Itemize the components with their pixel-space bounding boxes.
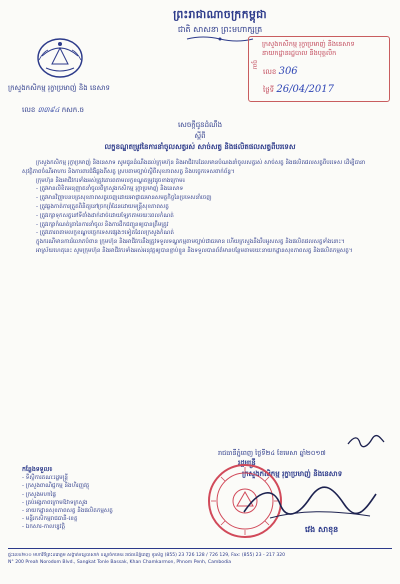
body-paragraph: ក្នុងករណីមានការរំលោភបំពាន ក្រុមហ៊ុន និងអាជីវករនឹងត្រូវទទួលទណ្ឌកម្មតាមច្បាប់ជាធរមាន ហើយក្រសួងនឹងរឹបអូសសត្វ និងផលិតផលសត្វទាំងនោះ។	[36, 239, 345, 246]
national-motto: ជាតិ សាសនា ព្រះមហាក្សត្រ	[177, 25, 263, 34]
notice-title: សេចក្ដីជូនដំណឹង	[177, 121, 223, 129]
notice-subject: លក្ខខណ្ឌតម្រូវនៃការនាំចូលសត្វរស់ សាច់សត្វ និងផលិតផលសត្វពីបរទេស	[104, 143, 296, 151]
body-bullet: - ត្រូវឆ្លងកាត់ការត្រួតពិនិត្យនៅច្រកព្រំដែនដោយមន្ត្រីសុខភាពសត្វ	[36, 203, 169, 210]
initials-mark	[346, 434, 386, 448]
body-bullet: - ត្រូវរក្សាកំណត់ត្រានៃការនាំចូល និងការដឹកជញ្ជូនឲ្យបានត្រឹមត្រូវ	[36, 221, 169, 228]
recipient-item: - គ្រប់អង្គភាពក្រោមឱវាទក្រសួង	[22, 499, 88, 506]
reference-suffix: កសក.ច	[61, 106, 84, 114]
recipient-item: - ក្រសួងពាណិជ្ជកម្ម និងហិរញ្ញវត្ថុ	[22, 483, 90, 490]
body-bullet: - ត្រូវមានលិខិតអនុញ្ញាតនាំចូលពីក្រសួងកសិកម្ម រុក្ខាប្រមាញ់ និងនេសាទ	[36, 186, 184, 193]
stamp-number-value: 306	[278, 66, 298, 77]
stamp-ministry: ក្រសួងកសិកម្ម រុក្ខាប្រមាញ់ និងនេសាទ	[262, 40, 355, 48]
signatory-ministry: ក្រសួងកសិកម្ម រុក្ខាប្រមាញ់ និងនេសាទ	[242, 470, 343, 478]
notice-body	[22, 159, 382, 256]
body-bullet: - ត្រូវគោរពតាមលក្ខខណ្ឌបច្ចេកទេសផ្សេងៗទៀតដែលក្រសួងកំណត់	[36, 230, 174, 237]
recipients-label: កន្លែងទទួល៖	[22, 466, 53, 473]
body-paragraph: អាស្រ័យហេតុនេះ សូមក្រុមហ៊ុន និងអាជីវករទាំងអស់អនុវត្តឲ្យបានខ្ជាប់ខ្ជួន និងទទួលបានព័ត៌មានបន្ថែមតាមរយៈនាយកដ្ឋានសុខភាពសត្វ និងផលិតកម្មសត្វ។	[36, 247, 353, 254]
notice-regarding: ស្ដីពី	[194, 132, 206, 140]
recipient-item: - នាយកដ្ឋានសុខភាពសត្វ និងផលិតកម្មសត្វ	[22, 508, 113, 515]
stamp-number-label: លេខ	[263, 68, 277, 76]
ornament-divider	[185, 35, 255, 43]
stamp-side-label: ចូល	[251, 60, 258, 70]
body-bullet: - ត្រូវមានវិញ្ញាបនបត្រសុខភាពសត្វចេញដោយអាជ្ញាធរមានសមត្ថកិច្ចនៃប្រទេសនាំចេញ	[36, 195, 212, 202]
signatory-name: វេង សាខុន	[305, 525, 339, 534]
ministry-name: ក្រសួងកសិកម្ម រុក្ខាប្រមាញ់ និង នេសាទ	[8, 84, 110, 92]
signatory-title: រដ្ឋមន្ត្រី	[238, 459, 256, 467]
stamp-department: នាយកដ្ឋានរដ្ឋបាល និងបុគ្គលិក	[262, 49, 337, 57]
recipients-list	[22, 466, 202, 532]
body-paragraph: ក្រុមហ៊ុន និងអាជីវករទាំងអស់ត្រូវគោរពតាមលក្ខខណ្ឌតម្រូវដូចខាងក្រោម៖	[36, 177, 186, 184]
footer-address-english: N° 200 Preah Norodom Blvd., Sangkat Tonle Bassak, Khan Chamkarmon, Phnom Penh, Cambodia	[8, 560, 232, 565]
footer-address	[8, 552, 392, 566]
kingdom-title: ព្រះរាជាណាចក្រកម្ពុជា	[173, 8, 267, 21]
recipient-item: - ឯកសារ-កាលប្បវត្តិ	[22, 524, 65, 531]
signature-date: រាជធានីភ្នំពេញ ថ្ងៃទី២៤ ខែមេសា ឆ្នាំ២០១៧	[218, 449, 326, 457]
reference-number	[22, 106, 84, 116]
body-paragraph: ក្រសួងកសិកម្ម រុក្ខាប្រមាញ់ និងនេសាទ សូមជូនដំណឹងដល់ក្រុមហ៊ុន និងអាជីវករដែលមានបំណងនាំចូលសត្វរស់ សាច់សត្វ និងផលិតផលសត្វពីបរទេស ដើម្បីធានាសុវត្ថិភាពចំណីអាហារ និងការពារជំងឺឆ្លងពីសត្វ ស្របតាមច្បាប់ស្ដីពីសុខភាពសត្វ និងបច្ចេកទេសពាក់ព័ន្ធ។	[22, 160, 366, 175]
recipient-item: - ទីស្ដីការគណៈរដ្ឋមន្ត្រី	[22, 475, 68, 482]
stamp-date-line	[263, 84, 334, 96]
reference-label: លេខ	[22, 106, 36, 114]
recipient-item: - ក្រសួងមហាផ្ទៃ	[22, 491, 56, 498]
reference-value: ៣៣៩៤	[37, 106, 60, 114]
stamp-number-line	[263, 66, 298, 78]
stamp-date-label: ថ្ងៃទី	[263, 86, 275, 94]
recipient-item: - មន្ទីរកសិកម្មរាជធានី-ខេត្ត	[22, 516, 78, 523]
footer-address-khmer: ផ្ទះលេខ២០០ មហាវិថីព្រះនរោត្តម សង្កាត់ទន្លេបាសាក់ ខណ្ឌចំការមន រាជធានីភ្នំពេញ ទូរស័ព្ទ (855) 23 726 128 / 726 129, Fax: (855) 23 - 217 320	[8, 553, 286, 558]
ministry-emblem	[34, 34, 86, 80]
footer-divider	[8, 548, 392, 549]
handwritten-signature	[240, 482, 380, 522]
body-bullet: - ត្រូវរក្សាទុកសត្វនៅទីតាំងដាក់ដាច់ដោយឡែកតាមរយៈពេលកំណត់	[36, 212, 174, 219]
stamp-date-value: 26/04/2017	[276, 84, 334, 95]
